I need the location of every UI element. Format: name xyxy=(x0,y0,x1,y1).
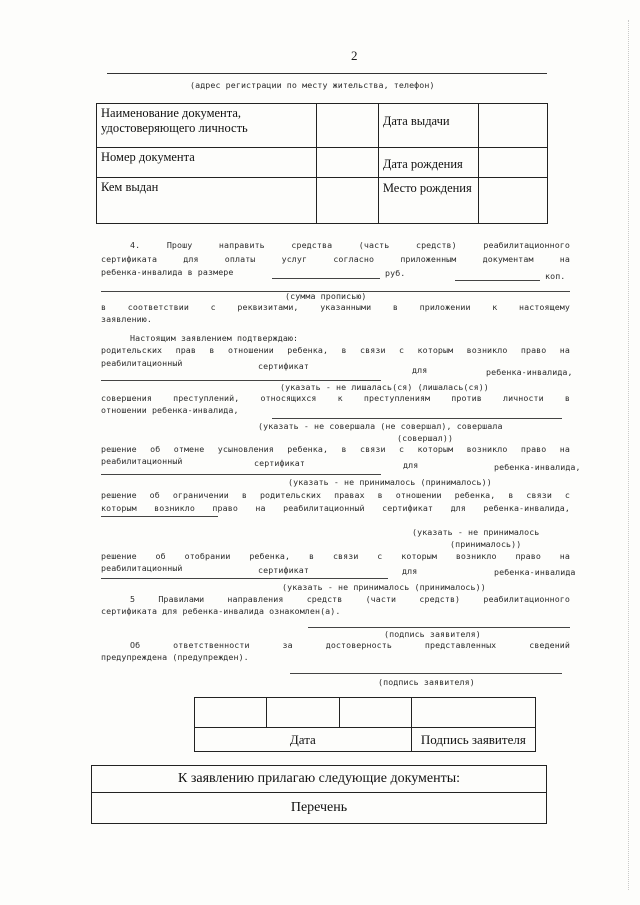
kop-label: коп. xyxy=(545,271,566,281)
page-number: 2 xyxy=(351,48,358,63)
attachments-list-label: Перечень xyxy=(92,793,547,824)
confirm-p4-line2: которым возникло право на реабилитационный сертификат для ребенка-инвалида, xyxy=(101,503,570,513)
liability-line2: предупреждена (предупрежден). xyxy=(101,652,249,662)
confirm-p1-word-a: реабилитационный xyxy=(101,358,183,368)
rub-label: руб. xyxy=(385,268,406,278)
doc-name-value[interactable] xyxy=(317,104,378,148)
confirm-p4-caption1: (указать - не принималось xyxy=(412,527,540,537)
confirm-p3-word-c: для xyxy=(403,460,419,470)
confirm-p5-line1: решение об отобрании ребенка, в связи с которым возникло право на xyxy=(101,551,570,561)
date-box-2[interactable] xyxy=(267,698,339,728)
birth-date-value[interactable] xyxy=(478,148,547,178)
amount-kop-field[interactable] xyxy=(455,280,540,281)
section5-line2: сертификата для ребенка-инвалида ознакомлен(а). xyxy=(101,606,341,616)
attachments-table xyxy=(91,765,547,824)
confirm-p2-line2: отношении ребенка-инвалида, xyxy=(101,405,239,415)
confirm-p5-word-d: ребенка-инвалида xyxy=(494,567,576,577)
confirm-p2-caption1: (указать - не совершала (не совершал), совершала xyxy=(258,421,503,431)
confirm-p3-line1: решение об отмене усыновления ребенка, в связи с которым возникло право на xyxy=(101,444,570,454)
section4-line2: сертификата для оплаты услуг согласно приложенным документам на xyxy=(101,254,570,264)
scan-edge-specks xyxy=(628,20,632,890)
liability-signature-field[interactable] xyxy=(290,673,562,674)
confirm-p1-word-b: сертификат xyxy=(258,361,309,371)
confirm-p4-field[interactable] xyxy=(101,516,218,517)
confirm-p1-caption: (указать - не лишалась(ся) (лишалась(ся)) xyxy=(280,382,489,392)
section5-line1: 5 Правилами направления средств (части средств) реабилитационного xyxy=(130,594,570,604)
confirm-p3-word-a: реабилитационный xyxy=(101,456,183,466)
section5-sign-caption: (подпись заявителя) xyxy=(384,629,481,639)
confirm-p3-field[interactable] xyxy=(101,474,381,475)
section4-line5: заявлению. xyxy=(101,314,152,324)
address-caption: (адрес регистрации по месту жительства, телефон) xyxy=(190,80,435,90)
confirm-p3-caption: (указать - не принималось (принималось)) xyxy=(288,477,492,487)
confirm-p1-word-d: ребенка-инвалида, xyxy=(486,367,573,377)
amount-rub-field[interactable] xyxy=(272,278,380,279)
confirm-p3-word-d: ребенка-инвалида, xyxy=(494,462,581,472)
confirm-p2-line1: совершения преступлений, относящихся к преступлениям против личности в xyxy=(101,393,570,403)
attachments-header: К заявлению прилагаю следующие документы: xyxy=(92,766,547,793)
signature-box[interactable] xyxy=(411,698,535,728)
date-signature-table xyxy=(194,697,536,752)
confirm-p5-field[interactable] xyxy=(101,578,388,579)
birth-date-label: Дата рождения xyxy=(378,148,478,178)
sum-caption: (сумма прописью) xyxy=(285,291,367,301)
confirm-p5-word-c: для xyxy=(402,566,418,576)
confirm-p2-field[interactable] xyxy=(272,418,562,419)
date-box-1[interactable] xyxy=(195,698,267,728)
doc-name-label: Наименование документа, удостоверяющего личность xyxy=(97,104,317,148)
issued-by-label: Кем выдан xyxy=(97,178,317,224)
section4-line3-left: ребенка-инвалида в размере xyxy=(101,267,234,277)
confirm-p5-word-b: сертификат xyxy=(258,565,309,575)
date-box-3[interactable] xyxy=(339,698,411,728)
confirm-p1-field[interactable] xyxy=(101,380,381,381)
confirm-p4-caption2: (принималось)) xyxy=(450,539,522,549)
confirm-p5-caption: (указать - не принималось (принималось)) xyxy=(282,582,486,592)
issue-date-value[interactable] xyxy=(478,104,547,148)
date-label: Дата xyxy=(195,728,412,752)
confirm-p4-line1: решение об ограничении в родительских правах в отношении ребенка, в связи с xyxy=(101,490,570,500)
confirm-p1-line1: родительских прав в отношении ребенка, в связи с которым возникло право на xyxy=(101,345,570,355)
section4-line1: 4. Прошу направить средства (часть средств) реабилитационного xyxy=(130,240,570,250)
section5-signature-field[interactable] xyxy=(308,627,570,628)
liability-sign-caption: (подпись заявителя) xyxy=(378,677,475,687)
confirm-p5-word-a: реабилитационный xyxy=(101,563,183,573)
issue-date-label: Дата выдачи xyxy=(378,104,478,148)
confirm-intro: Настоящим заявлением подтверждаю: xyxy=(130,333,299,343)
birth-place-label: Место рождения xyxy=(378,178,478,224)
id-document-table xyxy=(96,103,548,224)
birth-place-value[interactable] xyxy=(478,178,547,224)
confirm-p1-word-c: для xyxy=(412,365,428,375)
liability-line1: Об ответственности за достоверность представленных сведений xyxy=(130,640,570,650)
doc-number-label: Номер документа xyxy=(97,148,317,178)
issued-by-value[interactable] xyxy=(317,178,378,224)
address-line xyxy=(107,73,547,74)
confirm-p3-word-b: сертификат xyxy=(254,458,305,468)
doc-number-value[interactable] xyxy=(317,148,378,178)
section4-line4: в соответствии с реквизитами, указанными в приложении к настоящему xyxy=(101,302,570,312)
confirm-p2-caption2: (совершал)) xyxy=(397,433,454,443)
signature-label: Подпись заявителя xyxy=(411,728,535,752)
